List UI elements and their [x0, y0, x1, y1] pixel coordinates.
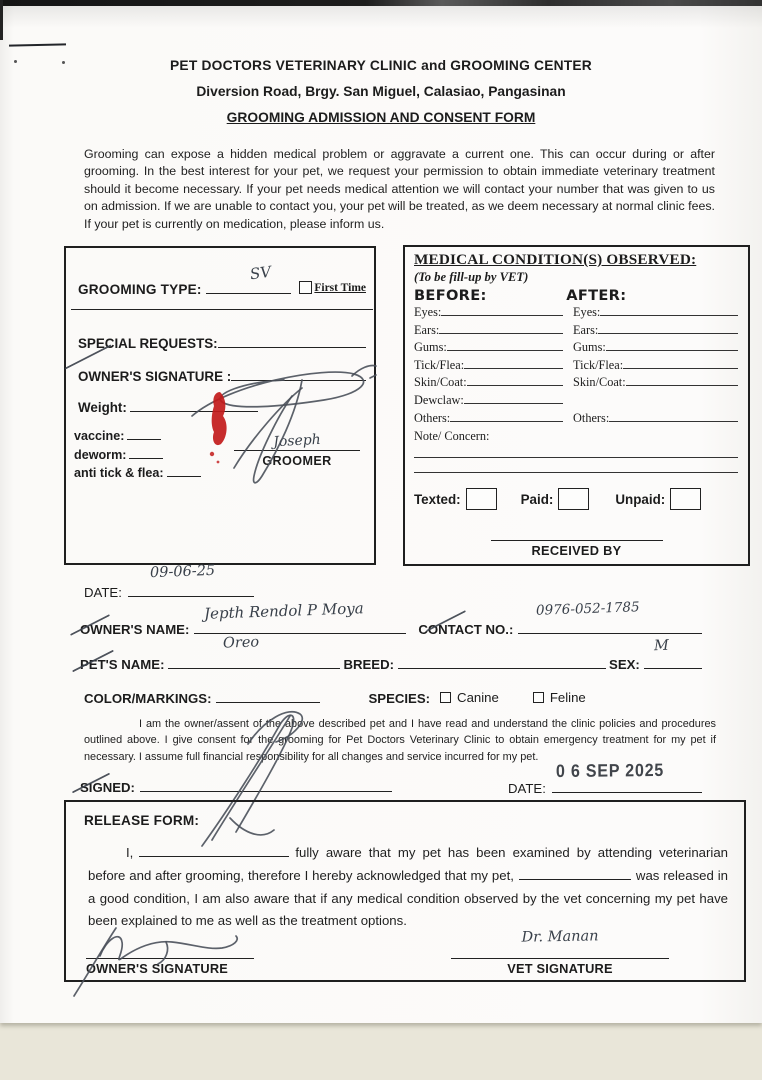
note-line-1 [414, 457, 738, 458]
medical-subtitle: (To be fill-up by VET) [414, 270, 529, 284]
medical-headers [414, 287, 738, 304]
signed-label: SIGNED: [80, 780, 135, 795]
unpaid-checkbox [670, 488, 701, 510]
before-header: BEFORE: [414, 287, 487, 304]
feline-option [533, 690, 586, 705]
grooming-box [64, 246, 376, 565]
vaccine-field [127, 426, 161, 440]
release-vet-signature-line [451, 946, 669, 959]
release-vet-signature-label: VET SIGNATURE [507, 961, 613, 976]
canine-label: Canine [457, 690, 499, 705]
first-time-checkbox [299, 281, 312, 294]
deworm-label: deworm: [74, 447, 127, 462]
grooming-type-field [206, 262, 292, 294]
after-others-field [609, 410, 738, 422]
after-ears-label: Ears: [573, 322, 599, 337]
sex-value: M [653, 637, 669, 655]
stray-pen-mark [9, 43, 66, 46]
vet-name-handwriting: Dr. Manan [521, 928, 599, 946]
after-gums-label: Gums: [573, 340, 606, 355]
consent-paragraph: I am the owner/assent of the above described pet and I have read and understand the clinic policies and procedures outlined above. I give consent for the grooming for Pet Doctors Veterinary Clinic to obtain emergency treatment for my pet if necessary. I assume full financial responsibility for all changes and service incurred for my pet. [84, 718, 716, 763]
medical-row-tickflea [414, 357, 738, 375]
first-time-label: First Time [314, 281, 366, 294]
ink-dot [14, 60, 17, 63]
before-ears-label: Ears: [414, 322, 440, 337]
contact-no-field [518, 599, 702, 634]
species-label: SPECIES: [368, 691, 431, 706]
before-dewclaw-field [464, 392, 563, 404]
before-gums-field [447, 339, 563, 351]
ink-dot [62, 61, 65, 64]
groomer-label: GROOMER [262, 454, 332, 468]
paid-checkbox [558, 488, 589, 510]
payment-status-row [414, 488, 738, 510]
after-others-label: Others: [573, 410, 610, 425]
after-eyes-field [600, 304, 738, 316]
release-lead: I, [126, 845, 134, 860]
after-tickflea-label: Tick/Flea: [573, 357, 624, 372]
grooming-type-value: SV [248, 262, 272, 284]
before-skincoat-field [467, 374, 563, 386]
release-form-title: RELEASE FORM: [84, 813, 200, 828]
before-ears-field [439, 322, 563, 334]
medical-title: MEDICAL CONDITION(S) OBSERVED: [414, 251, 697, 268]
date-value: 09-06-25 [149, 562, 216, 582]
received-by-line [491, 528, 663, 541]
after-gums-field [606, 339, 738, 351]
before-others-label: Others: [414, 410, 451, 425]
pets-name-label: PET'S NAME: [80, 657, 165, 672]
red-ink-blot [196, 388, 242, 468]
release-owner-signature-label: OWNER'S SIGNATURE [86, 961, 228, 976]
clinic-name: PET DOCTORS VETERINARY CLINIC and GROOMING CENTER [170, 58, 592, 73]
after-eyes-label: Eyes: [573, 305, 601, 319]
note-concern-label: Note/ Concern: [414, 429, 490, 444]
medical-row-dewclaw [414, 392, 738, 410]
owners-name-field [194, 599, 406, 634]
medical-row-gums [414, 339, 738, 357]
owners-name-label: OWNER'S NAME: [80, 622, 190, 637]
medical-row-ears [414, 322, 738, 340]
before-others-field [450, 410, 563, 422]
scan-edge-top [0, 0, 762, 6]
feline-label: Feline [549, 690, 586, 705]
received-by-label: RECEIVED BY [531, 543, 622, 558]
grooming-type-row [78, 262, 366, 297]
before-skincoat-label: Skin/Coat: [414, 375, 467, 390]
special-requests-label: SPECIAL REQUESTS: [78, 336, 218, 351]
medical-row-eyes [414, 304, 738, 322]
breed-label: BREED: [343, 657, 395, 672]
scan-edge-left [0, 0, 3, 40]
owner-signature-label: OWNER'S SIGNATURE : [78, 369, 232, 384]
note-line-2 [414, 472, 738, 473]
consent-date-label: DATE: [508, 781, 546, 796]
after-skincoat-field [626, 374, 738, 386]
before-tickflea-field [464, 357, 563, 369]
after-ears-field [598, 322, 738, 334]
unpaid-label: Unpaid: [615, 491, 666, 507]
texted-label: Texted: [414, 491, 461, 507]
before-tickflea-label: Tick/Flea: [414, 357, 465, 372]
weight-label: Weight: [78, 400, 127, 415]
clinic-address: Diversion Road, Brgy. San Miguel, Calasiao, Pangasinan [196, 84, 566, 99]
received-by-block [405, 528, 748, 558]
canine-checkbox [440, 692, 451, 703]
deworm-field [129, 445, 163, 459]
release-pet-blank [519, 866, 631, 880]
before-gums-label: Gums: [414, 340, 447, 355]
first-time-option [299, 281, 366, 294]
pet-row [80, 634, 702, 672]
release-tail: was released in a good condition, I am also aware that if any medical condition observed by the vet concerning my pet have been explained to me as well as the treatment options. [88, 867, 728, 929]
divider-line [71, 309, 373, 310]
medical-row-others [414, 410, 738, 428]
after-tickflea-field [623, 357, 738, 369]
texted-checkbox [466, 488, 497, 510]
owner-contact-row [80, 599, 702, 637]
contact-no-value: 0976-052-1785 [536, 599, 641, 619]
release-name-blank [139, 843, 289, 857]
paid-label: Paid: [520, 491, 554, 507]
medical-row-skincoat [414, 374, 738, 392]
date-label: DATE: [84, 585, 122, 600]
before-eyes-label: Eyes: [414, 305, 442, 319]
release-mid: fully aware that my pet has been examined by attending veterinarian before and after grooming, therefore I hereby acknowledged that my pet, [88, 845, 728, 883]
pets-name-value: Oreo [223, 634, 260, 652]
canine-option [440, 690, 499, 705]
date-stamp: 0 6 SEP 2025 [555, 761, 665, 782]
anti-tick-flea-label: anti tick & flea: [74, 466, 164, 480]
before-dewclaw-label: Dewclaw: [414, 392, 464, 407]
release-vet-signature-block [451, 929, 669, 976]
owners-name-value: Jepth Rendol P Moya [204, 599, 365, 623]
color-markings-label: COLOR/MARKINGS: [84, 691, 212, 706]
sex-label: SEX: [609, 657, 640, 672]
form-title: GROOMING ADMISSION AND CONSENT FORM [226, 110, 536, 125]
form-header [0, 58, 762, 125]
before-eyes-field [441, 304, 563, 316]
medical-box [403, 245, 750, 566]
intro-paragraph: Grooming can expose a hidden medical problem or aggravate a current one. This can occur during or after grooming. In the best interest for your pet, we request your permission to obtain immediate veterinary treatment should it become necessary. If your pet needs medical attention we will contact your number that was given to us on admission. If we are unable to contact you, your pet will be treated, as we deem necessary at normal clinic fees. If your pet is currently on medication, please inform us. [84, 147, 715, 231]
color-species-row [84, 689, 704, 706]
feline-checkbox [533, 692, 544, 703]
grooming-type-label: GROOMING TYPE: [78, 282, 202, 297]
date-field [128, 562, 254, 597]
vaccine-label: vaccine: [74, 429, 125, 443]
sex-field [644, 637, 702, 669]
after-header: AFTER: [566, 287, 627, 304]
contact-no-label: CONTACT NO.: [418, 622, 514, 637]
groomer-name-handwriting: Joseph [272, 431, 322, 451]
after-skincoat-label: Skin/Coat: [573, 375, 626, 390]
release-form-box [64, 800, 746, 982]
breed-field [398, 655, 606, 669]
date-row [84, 562, 254, 600]
release-owner-scribble [70, 912, 260, 1002]
pets-name-field [168, 634, 340, 669]
